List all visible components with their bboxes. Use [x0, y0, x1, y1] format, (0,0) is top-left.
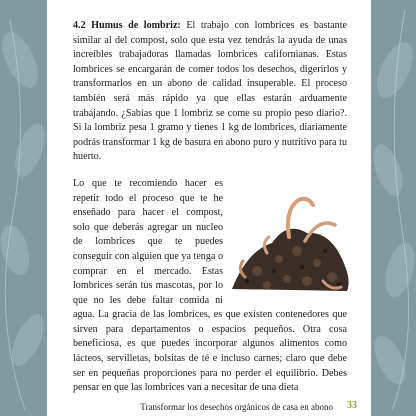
page-number: 33 — [347, 400, 357, 411]
page-footer — [47, 400, 371, 416]
section-heading: 4.2 Humus de lombriz: — [73, 20, 181, 31]
paragraph-humus-text: El trabajo con lombrices es bastante similar al del compost, solo que esta vez tendrás la ayuda de unas increíbles trabajadoras llamadas lombrices californianas. Estas lombrices se encargarán de comer todos los desechos, digerirlos y transformarlos en un abono de calidad insuperable. El proceso también será más rápido ya que ellas estarán arduamente trabajando. ¿Sabías que 1 lombriz se come su propio peso diario?. Si la lombriz pesa 1 gramo y tienes 1 kg de lombrices, diariamente podrás transformar 1 kg de basura en abono puro y nutritivo para tu huerto. — [73, 20, 347, 163]
paragraph-recommendation-text: Lo que te recomiendo hacer es repetir todo el proceso que te he enseñado para hacer el compost, solo que deberás agregar un nucleo de lombrices que te puedes conseguir con alguien que ya tenga o comprar en el mercado. Estas lombrices serán tus mascotas, por lo que no les debe faltar comida ni agua. La gracia de las lombrices, es que existen contenedores que sirven para departamentos o espacios pequeños. Otra cosa beneficiosa, es que puedes incorporar algunos alimentos como lácteos, servilletas, bolsitas de té e incluso carnes; claro que debe ser en pequeñas proporciones para no perder el equilibrio. Debes pensar en que las lombrices van a necesitar de una dieta — [73, 177, 347, 394]
book-page — [47, 0, 371, 416]
paragraph-recommendation — [73, 177, 347, 396]
paragraph-humus — [73, 19, 347, 165]
worms-compost-illustration — [227, 181, 353, 301]
footer-running-title: Transformar los desechos orgánicos de casa en abono — [140, 402, 333, 412]
